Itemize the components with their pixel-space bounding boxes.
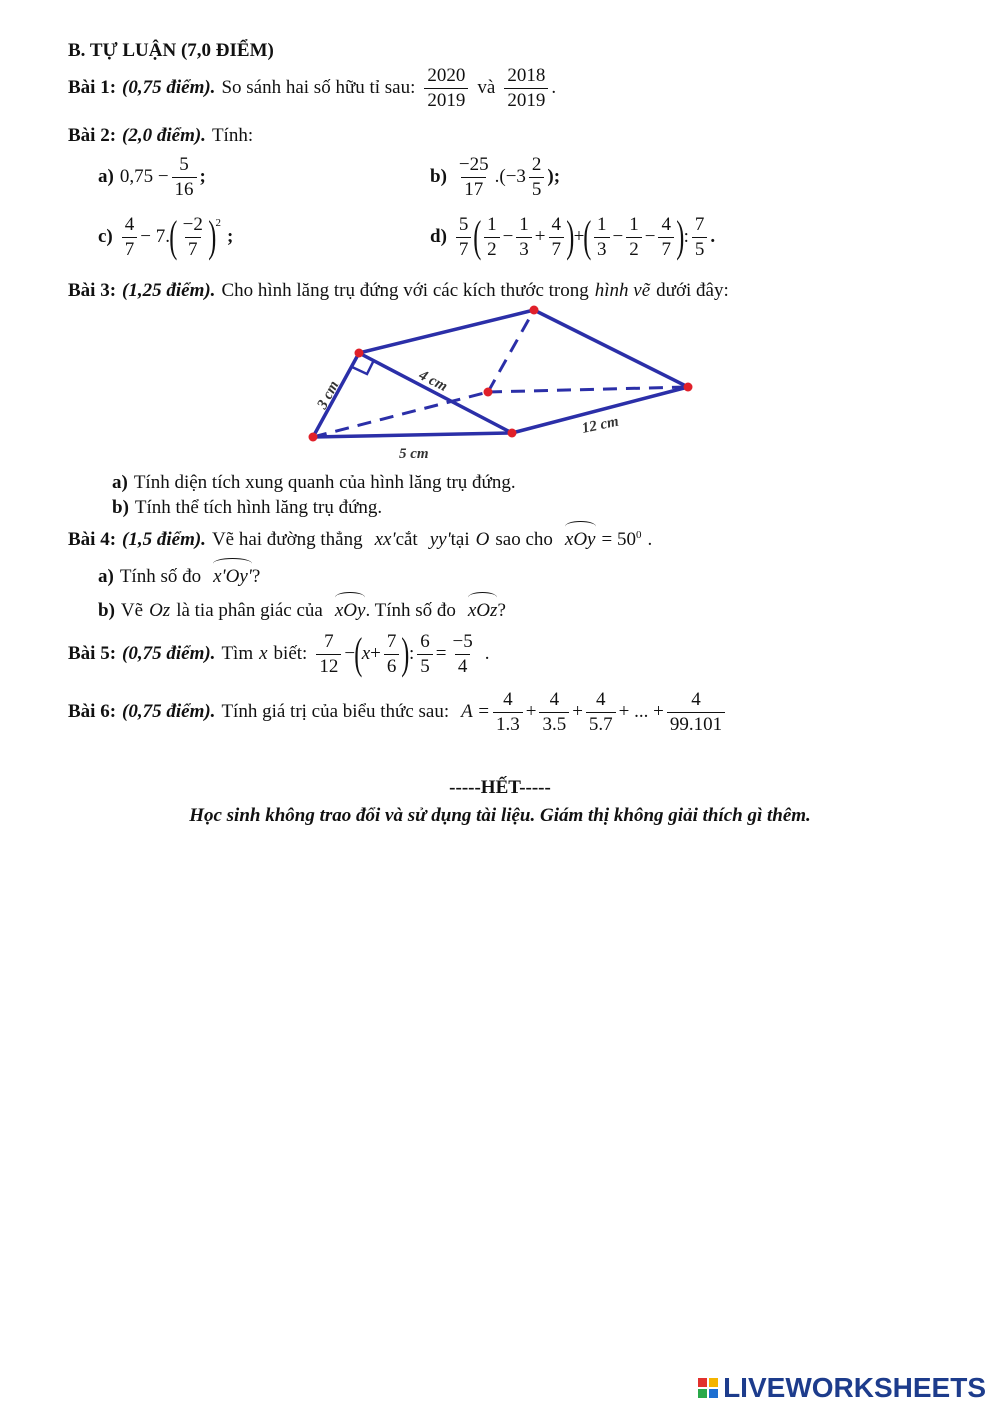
bai5-line: Bài 5: (0,75 điểm). Tìm x biết: $\frac{7}{12}$ − ( x + $\frac{7}{6}$ ) : $\frac{6}{5}$ = $\frac{-5}{4}$ . [68, 629, 490, 679]
footer-note: Học sinh không trao đổi và sử dụng tài liệu. Giám thị không giải thích gì thêm. [189, 805, 811, 826]
bai1-points: (0,75 điểm). [122, 77, 216, 99]
label-12cm: 12 cm [580, 413, 621, 437]
bai1-conj: và [477, 77, 496, 99]
bai1-fraction-1: $\frac{2020}{2019}$ [424, 66, 468, 111]
bai2-c: c) $\frac{4}{7}$ − 7. ( $\frac{-2}{7}$ ) $^2$ ; [98, 212, 234, 262]
angle-x'Oy': x'Oy' [213, 566, 252, 587]
prism-edge [359, 310, 534, 353]
prism-hidden-edge [488, 310, 534, 392]
prism-edge [534, 310, 688, 387]
label-3cm: 3 cm [314, 378, 343, 412]
bai3-a: a) Tính diện tích xung quanh của hình lăng trụ đứng. [112, 472, 516, 493]
label-5cm: 5 cm [399, 446, 429, 462]
bai2-label: Bài 2: [68, 125, 117, 146]
logo-mark-icon [698, 1378, 718, 1398]
bai1-fraction-2: $\frac{2018}{2019}$ [504, 66, 548, 111]
bai4-b: b) Vẽ Oz là tia phân giác của xOy . Tính số đo xOz ? [98, 600, 506, 621]
bai6-line: Bài 6: (0,75 điểm). Tính giá trị của biểu thức sau: A = $\frac{4}{1.3}$ + $\frac{4}{3.5}$ + $\frac{4}{5.7}$ + ... + $\frac{4}{99.101}$ [68, 690, 728, 735]
prism-edge [313, 433, 512, 437]
bai2-b: b) $\frac{-25}{17}$ .(−3 $\frac{2}{5}$ ); [430, 154, 561, 200]
prism-hidden-edge [488, 387, 688, 392]
bai2-line [68, 125, 253, 147]
bai3-points: (1,25 điểm). [122, 280, 216, 301]
angle-xOy: xOy [564, 529, 596, 550]
bai2-d: d) $\frac{5}{7}$ ( $\frac{1}{2}$ − $\frac{1}{3}$ + $\frac{4}{7}$ ) + ( $\frac{1}{3}$ − $\frac{1}{2}$ − $\frac{4}{7}$ ) : $\frac{7}{5}$ . [430, 212, 716, 262]
bai1-line: Bài 1: (0,75 điểm). So sánh hai số hữu tỉ sau: $\frac{2020}{2019}$ và $\frac{2018}{2019}$ . [68, 65, 557, 111]
prism-figure [295, 300, 705, 470]
prism-hidden-edge [313, 392, 488, 437]
bai4-line: Bài 4: (1,5 điểm). Vẽ hai đường thẳng xx' cắt yy' tại O sao cho xOy = 50 $^0$ . [68, 529, 653, 550]
bai2-points: (2,0 điểm). [122, 125, 206, 146]
end-mark: -----HẾT----- [449, 777, 551, 798]
label-4cm: 4 cm [416, 367, 450, 395]
bai3-label: Bài 3: [68, 280, 117, 301]
bai1-text: So sánh hai số hữu tỉ sau: [221, 77, 416, 99]
bai2-a: a) 0,75 − $\frac{5}{16}$ ; [98, 154, 206, 200]
bai3-line: Bài 3: (1,25 điểm). Cho hình lăng trụ đứng với các kích thước trong hình vẽ dưới đây: [68, 280, 729, 301]
liveworksheets-logo: LIVEWORKSHEETS [698, 1372, 986, 1404]
bai3-b: b) Tính thể tích hình lăng trụ đứng. [112, 497, 383, 518]
section-heading: B. TỰ LUẬN (7,0 ĐIỂM) [68, 40, 274, 61]
bai2-text: Tính: [211, 125, 254, 146]
bai4-a: a) Tính số đo x'Oy' ? [98, 566, 261, 587]
bai1-label: Bài 1: [68, 77, 117, 99]
